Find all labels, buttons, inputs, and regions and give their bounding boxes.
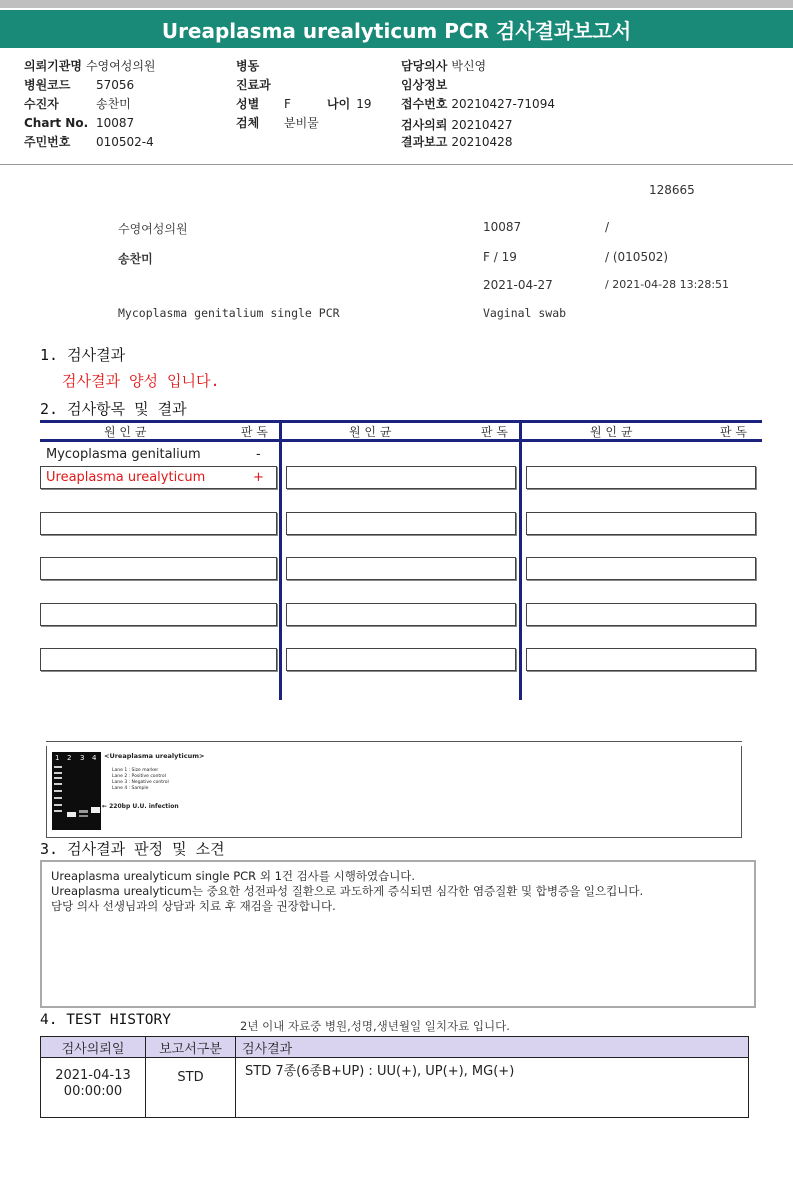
col-judgement-1: 판 독 — [241, 425, 268, 439]
doctor-value: 박신영 — [451, 59, 487, 73]
rrn-value: 010502-4 — [96, 135, 154, 149]
empty-cell — [526, 557, 756, 580]
gel-band-label: 220bp U.U. infection — [109, 803, 179, 810]
opinion-line: Ureaplasma urealyticum는 중요한 성전파성 질환으로 과도하게 증식되면 심각한 염증질환 및 합병증을 일으킵니다. — [51, 884, 644, 898]
gel-electrophoresis-image — [52, 752, 101, 830]
empty-cell — [526, 648, 756, 671]
result-row-value: + — [253, 470, 264, 485]
patient-value: 송찬미 — [96, 97, 131, 111]
ward-label: 병동 — [236, 59, 260, 73]
empty-cell — [286, 512, 516, 535]
section3-title: 3. 검사결과 판정 및 소견 — [40, 840, 225, 858]
request-field — [401, 116, 512, 133]
lane-2-label: 2 — [67, 754, 72, 762]
empty-cell — [40, 603, 277, 626]
result-row-highlight — [40, 466, 277, 489]
section1-title: 1. 검사결과 — [40, 346, 126, 364]
report-title — [0, 10, 793, 48]
report-field — [401, 133, 512, 150]
request-label: 검사의뢰 — [401, 118, 448, 132]
history-table — [40, 1036, 749, 1118]
receipt-value: 20210427-71094 — [451, 97, 555, 111]
age-label: 나이 — [327, 97, 351, 111]
empty-cell — [286, 603, 516, 626]
pb-specimen: Vaginal swab — [483, 306, 567, 320]
col-judgement-3: 판 독 — [720, 425, 747, 439]
rrn-label: 주민번호 — [24, 135, 71, 149]
history-time: 00:00:00 — [63, 1084, 123, 1099]
dept-label: 진료과 — [236, 78, 271, 92]
gel-legend-item: Lane 2 : Positive control — [112, 774, 166, 779]
rrn-field — [24, 133, 154, 150]
result-row-name: Mycoplasma genitalium — [46, 447, 201, 462]
history-type: STD — [146, 1058, 236, 1118]
history-note: 2년 이내 자료중 병원,성명,생년월일 일치자료 입니다. — [240, 1019, 510, 1033]
result-statement: 검사결과 양성 입니다. — [62, 372, 220, 390]
gel-top-rule — [46, 741, 742, 742]
receipt-label: 접수번호 — [401, 97, 448, 111]
result-row-name: Ureaplasma urealyticum — [46, 470, 206, 485]
report-label: 결과보고 — [401, 135, 448, 149]
specimen-field — [236, 114, 319, 131]
opinion-textbox — [40, 860, 756, 1008]
patient-label: 수진자 — [24, 97, 59, 111]
dept-field — [236, 76, 271, 93]
history-date: 2021-04-13 — [55, 1068, 131, 1083]
gel-legend-item: Lane 3 : Negative control — [112, 780, 169, 785]
pb-request-date: 2021-04-27 — [483, 278, 553, 292]
empty-cell — [286, 648, 516, 671]
col-organism-1: 원 인 균 — [104, 425, 147, 439]
header-divider — [0, 164, 793, 165]
report-title-text: Ureaplasma urealyticum PCR 검사결과보고서 — [161, 18, 632, 43]
col-judgement-2: 판 독 — [481, 425, 508, 439]
hospcode-value: 57056 — [96, 78, 135, 92]
chart-value: 10087 — [96, 116, 135, 130]
empty-cell — [526, 603, 756, 626]
pb-hospital: 수영여성의원 — [118, 222, 188, 236]
gel-band-annotation — [102, 803, 179, 810]
hospital-label: 의뢰기관명 — [24, 59, 82, 73]
history-col-result: 검사결과 — [236, 1037, 749, 1058]
specimen-label: 검체 — [236, 116, 260, 130]
hospcode-label: 병원코드 — [24, 78, 71, 92]
chart-field — [24, 116, 134, 130]
gel-legend-item: Lane 1 : Size marker — [112, 768, 159, 773]
empty-cell — [526, 512, 756, 535]
doctor-field — [401, 57, 486, 74]
table-divider-2 — [519, 420, 522, 700]
pb-name: 송찬미 — [118, 252, 153, 266]
top-border — [0, 0, 793, 8]
opinion-line: 담당 의사 선생님과의 상담과 치료 후 재검을 권장합니다. — [51, 899, 336, 913]
col-organism-3: 원 인 균 — [590, 425, 633, 439]
gel-legend — [112, 768, 169, 792]
pb-test-name: Mycoplasma genitalium single PCR — [118, 306, 340, 320]
history-date-cell — [41, 1058, 146, 1118]
empty-cell — [40, 648, 277, 671]
age-value: 19 — [356, 97, 372, 111]
ward-field — [236, 57, 259, 74]
patient-field — [24, 95, 131, 112]
age-field — [327, 95, 371, 112]
history-header-row — [41, 1037, 749, 1058]
table-row — [41, 1058, 749, 1118]
hospcode-field — [24, 76, 134, 93]
sex-value: F — [284, 97, 291, 111]
section2-title: 2. 검사항목 및 결과 — [40, 400, 187, 418]
lane-3-label: 3 — [80, 754, 85, 762]
request-value: 20210427 — [451, 118, 513, 132]
clinical-label: 임상정보 — [401, 78, 448, 92]
gel-title: <Ureaplasma urealyticum> — [104, 752, 205, 760]
hospital-value: 수영여성의원 — [85, 59, 156, 73]
empty-cell — [286, 557, 516, 580]
section4-title: 4. TEST HISTORY — [40, 1012, 171, 1028]
table-divider-1 — [279, 420, 282, 700]
result-row-value: - — [256, 447, 261, 462]
col-organism-2: 원 인 균 — [349, 425, 392, 439]
receipt-field — [401, 95, 555, 112]
opinion-line: Ureaplasma urealyticum single PCR 외 1건 검사를 시행하였습니다. — [51, 869, 416, 883]
specimen-value: 분비물 — [284, 116, 319, 130]
empty-cell — [40, 512, 277, 535]
table-top-rule — [40, 420, 762, 423]
table-header-rule — [40, 439, 762, 442]
history-result: STD 7종(6종B+UP) : UU(+), UP(+), MG(+) — [236, 1058, 749, 1118]
history-col-date: 검사의뢰일 — [41, 1037, 146, 1058]
gel-bands — [52, 752, 101, 830]
arrow-left-icon: ← — [102, 803, 108, 810]
pb-report-datetime: / 2021-04-28 13:28:51 — [605, 278, 730, 291]
chart-label: Chart No. — [24, 116, 89, 130]
pb-slash: / — [605, 220, 610, 234]
gel-legend-item: Lane 4 : Sample — [112, 786, 149, 791]
report-code: 128665 — [649, 183, 695, 197]
sex-label: 성별 — [236, 97, 260, 111]
sex-field — [236, 95, 291, 112]
hospital-field — [24, 57, 156, 74]
pb-sex-age: F / 19 — [483, 250, 517, 264]
lane-4-label: 4 — [92, 754, 97, 762]
report-value: 20210428 — [451, 135, 513, 149]
pb-rrn: / (010502) — [605, 250, 669, 264]
empty-cell — [286, 466, 516, 489]
lane-1-label: 1 — [55, 754, 60, 762]
empty-cell — [40, 557, 277, 580]
empty-cell — [526, 466, 756, 489]
doctor-label: 담당의사 — [401, 59, 448, 73]
pb-chart: 10087 — [483, 220, 522, 234]
history-col-type: 보고서구분 — [146, 1037, 236, 1058]
clinical-field — [401, 76, 447, 93]
